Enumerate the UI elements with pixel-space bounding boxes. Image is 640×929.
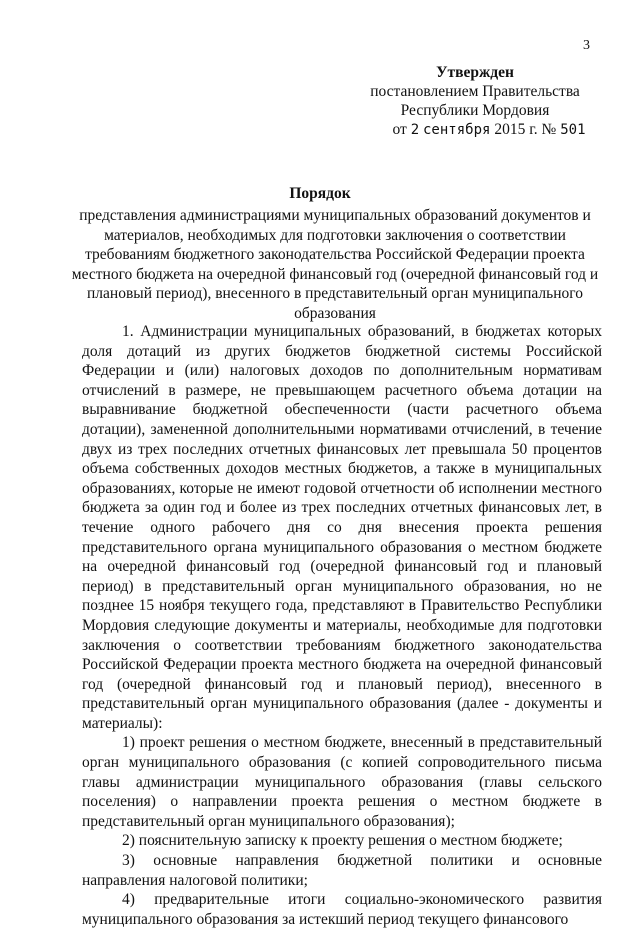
page-number: 3 bbox=[583, 38, 590, 53]
list-item-3: 3) основные направления бюджетной политики и основные направления налоговой политики; bbox=[82, 852, 602, 889]
approval-block bbox=[350, 63, 600, 140]
approval-line-1: постановлением Правительства bbox=[370, 83, 580, 100]
approval-heading: Утвержден bbox=[436, 64, 514, 81]
document-subtitle: представления администрациями муниципальных образований документов и материалов, необходимых для подготовки заключения о соответствии требованиям бюджетного законодательства Российской Федерации проекта местного бюджета на очередной финансовый год (очередной финансовый год и плановый период), внесенного в представительный орган муниципального образования bbox=[71, 207, 599, 322]
handwritten-number: 501 bbox=[560, 122, 586, 138]
approval-line-2: Республики Мордовия bbox=[400, 102, 550, 119]
date-prefix: от bbox=[392, 121, 407, 138]
paragraph-1: 1. Администрации муниципальных образований, в бюджетах которых доля дотаций из других бюджетов бюджетной системы Российской Федерации и (или) налоговых доходов по дополнительным нормативам отчислений в размере, не превышающем расчетного объема дотации на выравнивание бюджетной обеспеченности (части расчетного объема дотации), замененной дополнительными нормативами отчислений, в течение двух из трех последних отчетных финансовых лет превышала 50 процентов объема собственных доходов местных бюджетов, а также в муниципальных образованиях, которые не имеют годовой отчетности об исполнении местного бюджета за один год и более из трех последних отчетных финансовых лет, в течение одного рабочего дня со дня внесения проекта решения представительного органа муниципального образования о местном бюджете на очередной финансовый год (очередной финансовый год и плановый период) в представительный орган муниципального образования, но не позднее 15 ноября текущего года, представляют в Правительство Республики Мордовия следующие документы и материалы, необходимые для подготовки заключения о соответствии требованиям бюджетного законодательства Российской Федерации проекта местного бюджета на очередной финансовый год (очередной финансовый год и плановый период), внесенного в представительный орган муниципального образования (далее - документы и материалы): bbox=[82, 323, 602, 732]
handwritten-day: 2 bbox=[410, 122, 420, 138]
list-item-2: 2) пояснительную записку к проекту решения о местном бюджете; bbox=[122, 832, 563, 850]
list-item-1: 1) проект решения о местном бюджете, внесенный в представительный орган муниципального образования (с копией сопроводительного письма главы администрации муниципального образования (главы сельского поселения) о направлении проекта решения о местном бюджете в представительный орган муниципального образования); bbox=[82, 734, 602, 830]
approval-date-line bbox=[364, 120, 614, 140]
document-body bbox=[82, 322, 602, 929]
list-item-4: 4) предварительные итоги социально-экономического развития муниципального образования за истекший период текущего финансового bbox=[82, 891, 602, 928]
year-suffix: 2015 г. № bbox=[494, 121, 557, 138]
document-title: Порядок bbox=[289, 185, 351, 202]
handwritten-month: сентября bbox=[423, 122, 491, 138]
